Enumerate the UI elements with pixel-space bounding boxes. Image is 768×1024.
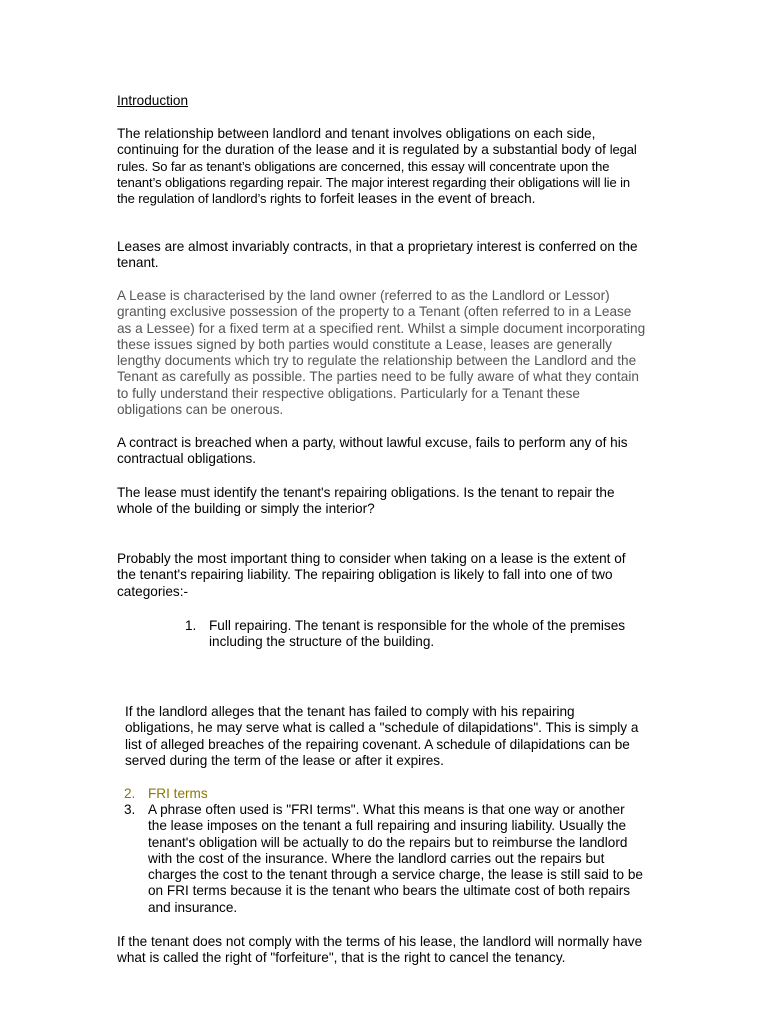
list-number: 1.	[185, 618, 197, 633]
list-item-fri-terms	[124, 786, 647, 802]
paragraph-relationship-part-3: to forfeit leases in the event of breach.	[301, 191, 536, 207]
paragraph-contract-breach: A contract is breached when a party, without lawful excuse, fails to perform any of his contractual obligations.	[117, 435, 628, 467]
list-item-fri-explanation	[124, 802, 647, 916]
list-item-text: Full repairing. The tenant is responsible for the whole of the premises including the structure of the building.	[209, 618, 626, 650]
list-number: 2.	[124, 786, 136, 801]
paragraph-lease-definition: A Lease is characterised by the land owner (referred to as the Landlord or Lessor) granting exclusive possession of the property to a Tenant (often referred to in a Lease as a Lessee) for a fixed term at a specified rent. Whilst a simple document incorporating these issues signed by both parties would constitute a Lease, leases are generally lengthy documents which try to regulate the relationship between the Landlord and the Tenant as carefully as possible. The parties need to be fully aware of what they contain to fully understand their respective obligations. Particularly for a Tenant these obligations can be onerous.	[117, 288, 646, 418]
paragraph-schedule-dilapidations: If the landlord alleges that the tenant has failed to comply with his repairing obligations, he may serve what is called a "schedule of dilapidations". This is simply a list of alleged breaches of the repairing covenant. A schedule of dilapidations can be served during the term of the lease or after it expires.	[125, 704, 639, 768]
list-item-full-repairing	[185, 618, 647, 651]
paragraph-relationship-part-2: legal rules. So far as tenant’s obligations are concerned, this essay will concentrate upon the tenant’s obligations regarding repair. The major interest regarding their obligations will lie in the regulation of landlord’s rights	[117, 142, 637, 207]
list-item-text: FRI terms	[148, 786, 208, 801]
paragraph-relationship-part-1: The relationship between landlord and tenant involves obligations on each side, continuing for the duration of the lease and it is regulated by a substantial body of	[117, 126, 610, 158]
paragraph-forfeiture: If the tenant does not comply with the terms of his lease, the landlord will normally have what is called the right of "forfeiture", that is the right to cancel the tenancy.	[117, 934, 643, 966]
paragraph-repairing-liability: Probably the most important thing to consider when taking on a lease is the extent of the tenant's repairing liability. The repairing obligation is likely to fall into one of two categories:-	[117, 551, 626, 599]
list-item-text: A phrase often used is "FRI terms". What this means is that one way or another the lease imposes on the tenant a full repairing and insuring liability. Usually the tenant's obligation will be actually to do the repairs but to reimburse the landlord with the cost of the insurance. Where the landlord carries out the repairs but charges the cost to the tenant through a service charge, the lease is still said to be on FRI terms because it is the tenant who bears the ultimate cost of both repairs and insurance.	[148, 802, 643, 915]
paragraph-relationship	[117, 126, 647, 207]
paragraph-repairing-obligations: The lease must identify the tenant's repairing obligations. Is the tenant to repair the whole of the building or simply the interior?	[117, 485, 615, 517]
paragraph-leases-contracts: Leases are almost invariably contracts, in that a proprietary interest is conferred on the tenant.	[117, 239, 638, 271]
list-number: 3.	[124, 802, 136, 817]
section-heading-introduction: Introduction	[117, 93, 189, 108]
